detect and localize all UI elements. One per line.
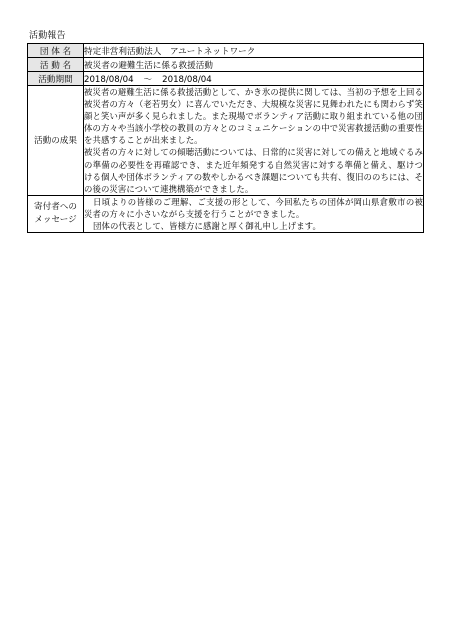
activity-row — [28, 58, 424, 72]
message-label-line-2: メッセージ — [34, 214, 77, 225]
message-paragraph-1: 日頃よりの皆様のご理解、ご支援の形として、今回私たちの団体が岡山県倉敷市の被災者の方々に小さいながら支援を行うことができました。 — [84, 196, 423, 219]
org-value: 特定非営利活動法人 アユートネットワーク — [84, 44, 424, 58]
message-text — [84, 195, 424, 232]
message-label-line-1: 寄付者への — [34, 201, 77, 212]
message-row — [28, 195, 424, 232]
activity-label-text: 活 動 名 — [39, 60, 72, 71]
period-row — [28, 72, 424, 86]
report-title: 活動報告 — [29, 31, 66, 41]
period-start: 2018/08/04 — [84, 74, 134, 85]
results-text — [84, 86, 424, 196]
results-label: 活動の成果 — [28, 86, 84, 196]
period-label: 活動期間 — [28, 72, 84, 86]
org-label — [28, 44, 84, 58]
results-paragraph-2: 被災者の方々に対しての傾聴活動については、日常的に災害に対しての備えと地域ぐるみの準備の必要性を再確認でき、また近年頻発する自然災害に対する準備と備え、駆けつける個人や団体ボランティアの数やしかるべき課題についても共有、復旧ののちには、その後の災害について連携構築ができました。 — [84, 147, 423, 194]
activity-value: 被災者の避難生活に係る救援活動 — [84, 58, 424, 72]
activity-label — [28, 58, 84, 72]
period-separator: ～ — [143, 74, 153, 85]
org-row — [28, 44, 424, 58]
period-value — [84, 72, 424, 86]
activity-report-table — [27, 43, 424, 233]
results-row — [28, 86, 424, 196]
results-paragraph-1: 被災者の避難生活に係る救援活動として、かき氷の提供に関しては、当初の予想を上回る被災者の方々（老若男女）に喜んでいただき、大規模な災害に見舞われたにも関わらず笑顔と笑い声が多く見られました。また現場でボランティア活動に取り組まれている他の団体の方々や当該小学校の教員の方々とのコミュニケーションの中で災害救援活動の重要性を共感することが出来ました。 — [84, 87, 423, 146]
org-label-text: 団 体 名 — [39, 46, 72, 57]
message-label — [28, 195, 84, 232]
period-end: 2018/08/04 — [162, 74, 212, 85]
message-paragraph-2: 団体の代表として、皆様方に感謝と厚く御礼申し上げます。 — [93, 221, 321, 232]
